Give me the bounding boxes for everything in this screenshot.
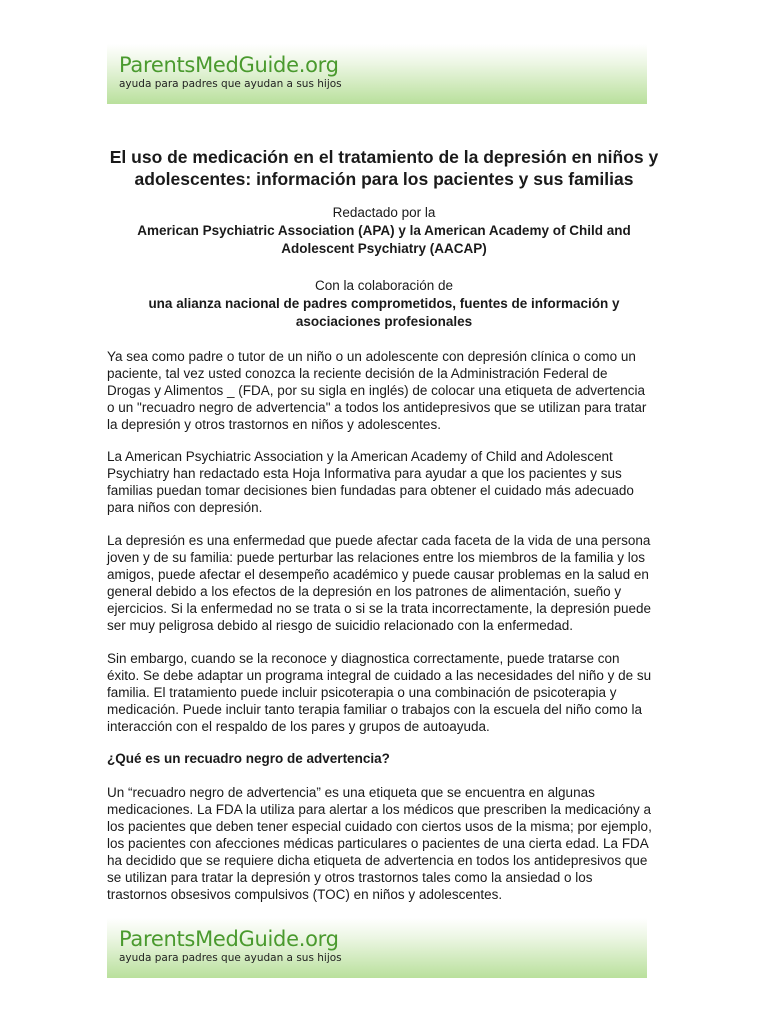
paragraph-depression: La depresión es una enfermedad que puede afectar cada faceta de la vida de una persona joven y de su familia: puede perturbar las relaciones entre los miembros de la familia y los amigos, puede afectar el desempeño académico y puede causar problemas en la salud en general debido a los efectos de la depresión en los patrones de alimentación, sueño y ejercicios. Si la enfermedad no se trata o si se la trata incorrectamente, la depresión puede ser muy peligrosa debido al riesgo de suicidio relacionado con la enfermedad. [107, 533, 652, 633]
collaboration-orgs: una alianza nacional de padres comprometidos, fuentes de información y asociaciones profesionales [148, 296, 620, 329]
footer-tagline: ayuda para padres que ayudan a sus hijos [119, 952, 342, 964]
paragraph-treatment: Sin embargo, cuando se la reconoce y diagnostica correctamente, puede tratarse con éxito. Se debe adaptar un programa integral de cuidado a las necesidades del niño y de su familia. El tratamiento puede incluir psicoterapia o una combinación de psicoterapia y medicación. Puede incluir tanto terapia familiar o trabajos con la escuela del niño como la interacción con el respaldo de los pares y grupos de autoayuda. [107, 651, 652, 734]
authored-by-orgs: American Psychiatric Association (APA) y la American Academy of Child and Adolescent Psychiatry (AACAP) [137, 223, 631, 256]
footer-logo: ParentsMedGuide.org [119, 927, 339, 951]
header-banner [107, 44, 647, 104]
section-heading: ¿Qué es un recuadro negro de advertencia? [107, 751, 390, 766]
paragraph-purpose: La American Psychiatric Association y la American Academy of Child and Adolescent Psychiatry han redactado esta Hoja Informativa para ayudar a que los pacientes y sus familias puedan tomar decisiones bien fundadas para obtener el cuidado más adecuado para niños con depresión. [107, 449, 634, 515]
authored-by-label: Redactado por la [332, 205, 436, 220]
collaboration-label: Con la colaboración de [314, 278, 454, 293]
site-logo: ParentsMedGuide.org [119, 53, 339, 77]
document-title: El uso de medicación en el tratamiento de la depresión en niños y adolescentes: información para los pacientes y sus familias [109, 147, 659, 189]
paragraph-black-box: Un “recuadro negro de advertencia” es una etiqueta que se encuentra en algunas medicaciones. La FDA la utiliza para alertar a los médicos que prescriben la medicacióny a los pacientes que deben tener especial cuidado con ciertos usos de la misma; por ejemplo, los pacientes con afecciones médicas particulares o pacientes de una cierta edad. La FDA ha decidido que se requiere dicha etiqueta de advertencia en todos los antidepresivos que se utilizan para tratar la depresión y otros trastornos tales como la ansiedad o los trastornos obsesivos compulsivos (TOC) en niños y adolescentes. [107, 785, 652, 902]
footer-banner [107, 918, 647, 978]
site-tagline: ayuda para padres que ayudan a sus hijos [119, 78, 342, 90]
paragraph-intro: Ya sea como padre o tutor de un niño o un adolescente con depresión clínica o como un paciente, tal vez usted conozca la reciente decisión de la Administración Federal de Drogas y Alimentos _ (FDA, por su sigla en inglés) de colocar una etiqueta de advertencia o un "recuadro negro de advertencia" a todos los antidepresivos que se utilizan para tratar la depresión y otros trastornos en niños y adolescentes. [107, 349, 647, 432]
